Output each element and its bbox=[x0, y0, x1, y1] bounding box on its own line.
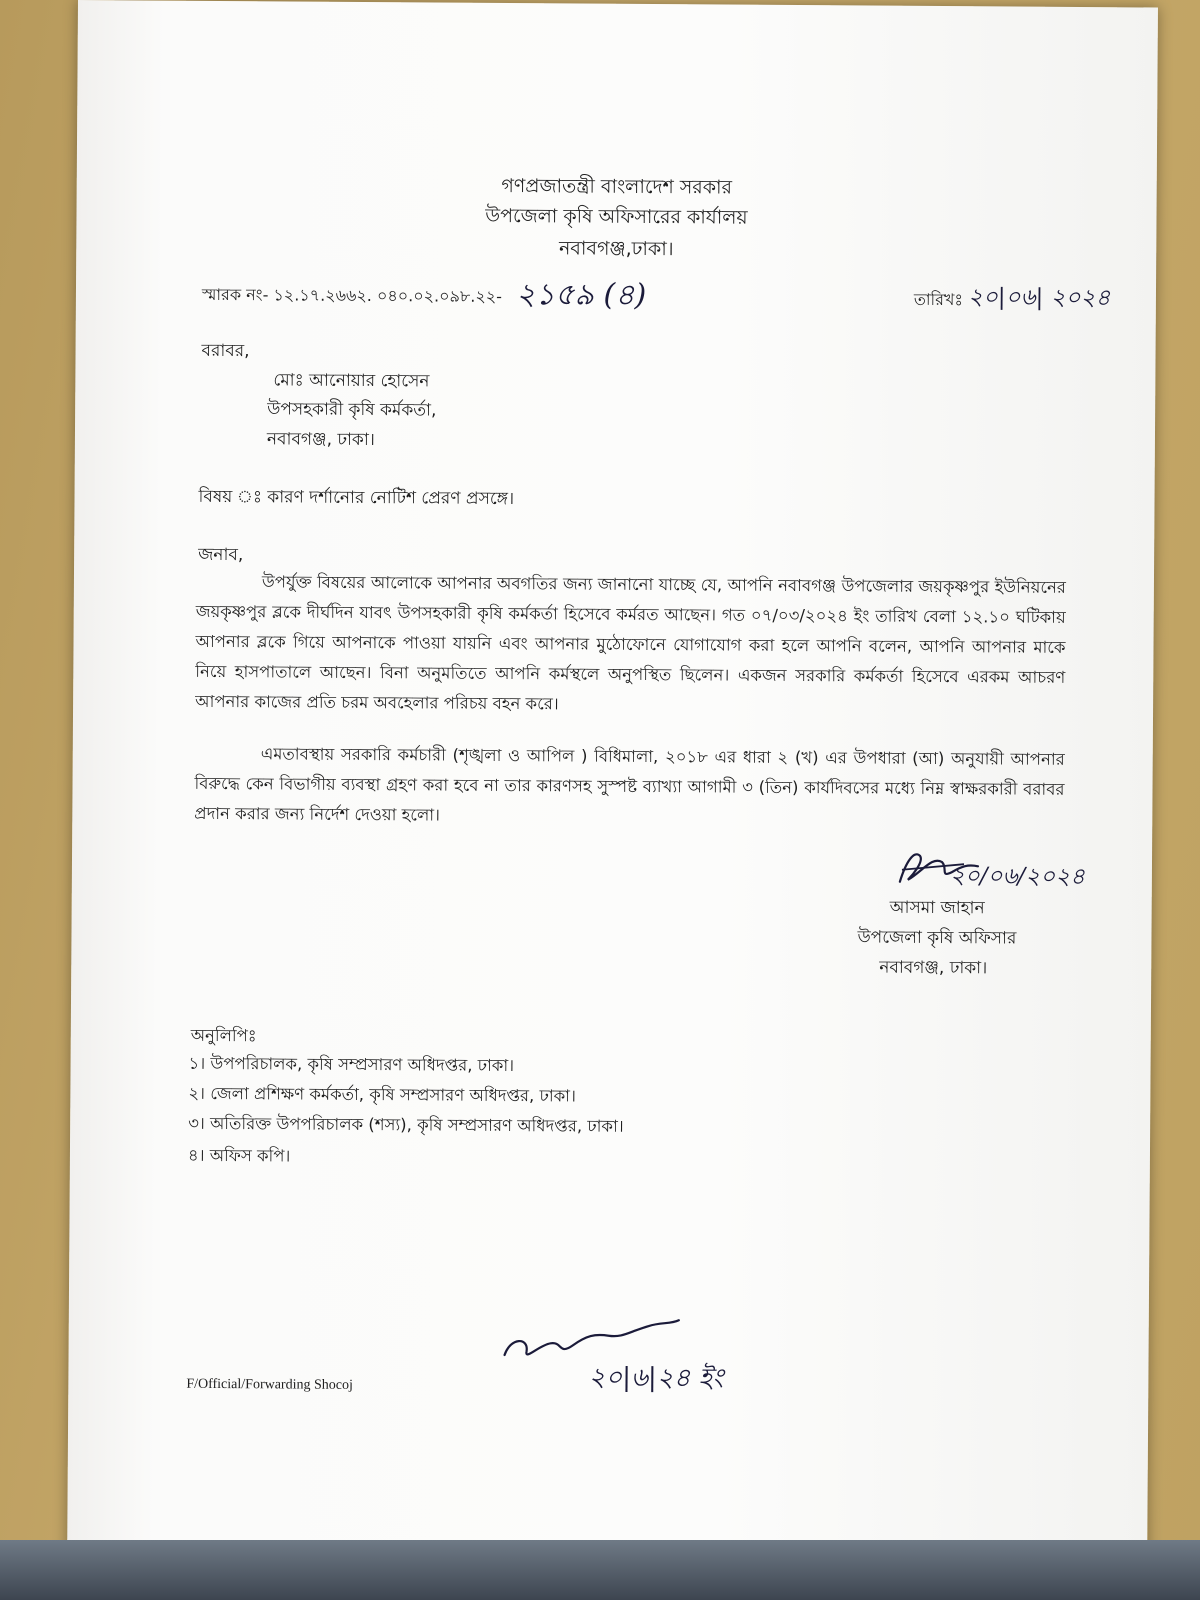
file-path: F/Official/Forwarding Shocoj bbox=[186, 1376, 353, 1393]
recipient-to: বরাবর, bbox=[201, 340, 250, 362]
office-location: নবাবগঞ্জ,ঢাকা। bbox=[558, 237, 674, 261]
copy-item: ৪। অফিস কপি। bbox=[187, 1145, 291, 1166]
desk-edge bbox=[0, 1540, 1200, 1600]
recipient-designation: উপসহকারী কৃষি কর্মকর্তা, bbox=[267, 399, 437, 421]
copy-item: ১। উপপরিচালক, কৃষি সম্প্রসারণ অধিদপ্তর, ঢাকা। bbox=[188, 1053, 515, 1076]
signatory-address: নবাবগঞ্জ, ঢাকা। bbox=[879, 957, 988, 979]
date-handwritten: ২০|০৬| ২০২৪ bbox=[967, 284, 1111, 312]
govt-title: গণপ্রজাতন্ত্রী বাংলাদেশ সরকার bbox=[501, 174, 733, 199]
letter-page bbox=[67, 0, 1158, 1588]
copy-item: ২। জেলা প্রশিক্ষণ কর্মকর্তা, কৃষি সম্প্রসারণ অধিদপ্তর, ঢাকা। bbox=[188, 1083, 576, 1106]
body-paragraph-2: এমতাবস্থায় সরকারি কর্মচারী (শৃঙ্খলা ও আপিল ) বিধিমালা, ২০১৮ এর ধারা ২ (খ) এর উপধারা (আ) অনুযায়ী আপনার বিরুদ্ধে কেন বিভাগীয় ব্যবস্থা গ্রহণ করা হবে না তার কারণসহ সুস্পষ্ট ব্যাখ্যা আগামী ৩ (তিন) কার্যদিবসের মধ্যে নিম্ন স্বাক্ষরকারী বরাবর প্রদান করার জন্য নির্দেশ দেওয়া হলো। bbox=[194, 744, 1065, 825]
memo-number: স্মারক নং- ১২.১৭.২৬৬২. ০৪০.০২.০৯৮.২২- bbox=[201, 284, 503, 306]
date-label: তারিখঃ bbox=[913, 289, 964, 310]
signatory-name: আসমা জাহান bbox=[889, 897, 985, 919]
salutation: জনাব, bbox=[198, 544, 244, 566]
receipt-date: ২০|৬|২৪ ইং bbox=[588, 1362, 724, 1394]
signatory-designation: উপজেলা কৃষি অফিসার bbox=[857, 927, 1017, 949]
body-paragraph-1: উপর্যুক্ত বিষয়ের আলোকে আপনার অবগতির জন্য জানানো যাচ্ছে যে, আপনি নবাবগঞ্জ উপজেলার জয়কৃষ্ণপুর ইউনিয়নের জয়কৃষ্ণপুর ব্লকে দীর্ঘদিন যাবৎ উপসহকারী কৃষি কর্মকর্তা হিসেবে কর্মরত আছেন। গত ০৭/০৩/২০২৪ ইং তারিখ বেলা ১২.১০ ঘটিকায় আপনার ব্লকে গিয়ে আপনাকে পাওয়া যায়নি এবং আপনার মুঠোফোনে যোগাযোগ করা হলে আপনি বলেন, আপনি আপনার মাকে নিয়ে হাসপাতালে আছেন। বিনা অনুমতিতে আপনি কর্মস্থলে অনুপস্থিত ছিলেন। একজন সরকারি কর্মকর্তা হিসেবে এরকম আচরণ আপনার কাজের প্রতি চরম অবহেলার পরিচয় বহন করে। bbox=[195, 572, 1066, 714]
subject-line: বিষয় ঃ কারণ দর্শানোর নোটিশ প্রেরণ প্রসঙ্গে। bbox=[198, 486, 515, 510]
memo-handwritten-number: ২১৫৯ (৪) bbox=[515, 277, 647, 313]
copies-label: অনুলিপিঃ bbox=[190, 1025, 257, 1046]
recipient-name: মোঃ আনোয়ার হোসেন bbox=[273, 370, 430, 392]
signature-date: ২০/০৬/২০২৪ bbox=[949, 863, 1086, 891]
recipient-address: নবাবগঞ্জ, ঢাকা। bbox=[266, 429, 375, 451]
copy-item: ৩। অতিরিক্ত উপপরিচালক (শস্য), কৃষি সম্প্রসারণ অধিদপ্তর, ঢাকা। bbox=[188, 1113, 624, 1136]
office-title: উপজেলা কৃষি অফিসারের কার্যালয় bbox=[485, 204, 748, 229]
